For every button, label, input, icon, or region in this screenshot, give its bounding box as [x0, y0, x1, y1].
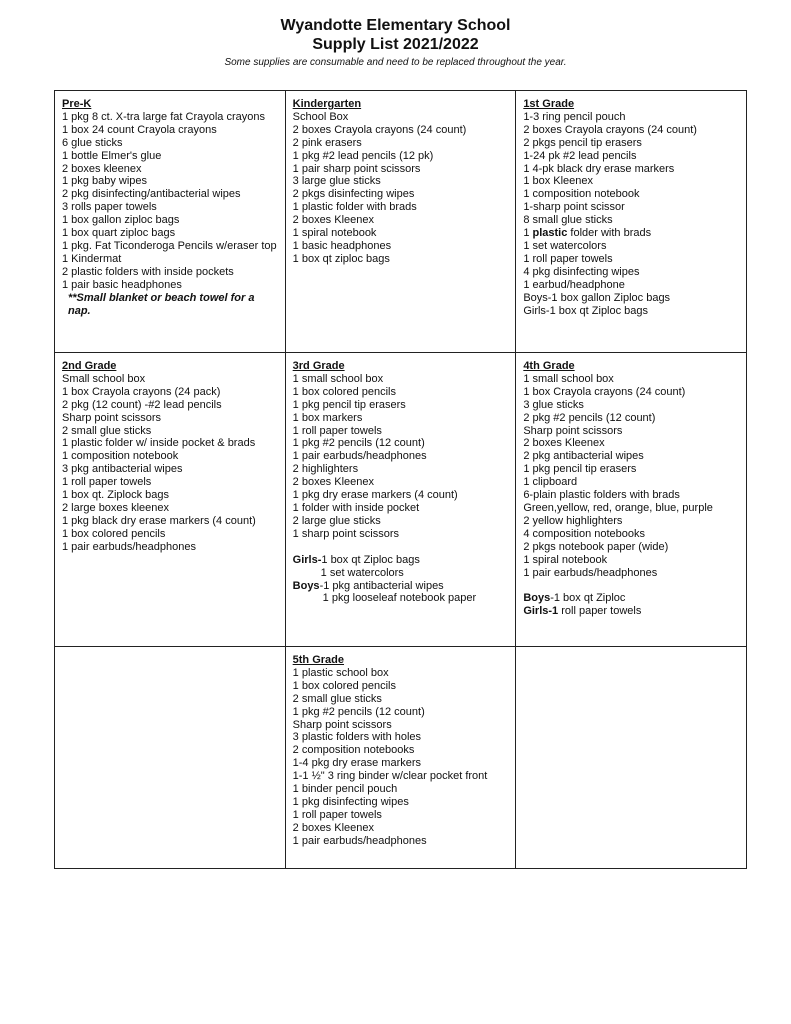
list-item: 2 pink erasers [292, 136, 362, 149]
list-item: 1-4 pkg dry erase markers [292, 757, 422, 770]
school-name: Wyandotte Elementary School [280, 17, 511, 34]
list-item: 2 pkg #2 pencils (12 count) [523, 411, 656, 424]
list-item: 1-3 ring pencil pouch [523, 110, 626, 123]
item-list-fifth [293, 667, 510, 848]
grade-title-third: 3rd Grade [292, 360, 345, 372]
list-item: 2 pkgs notebook paper (wide) [523, 540, 669, 553]
table-row [55, 91, 747, 353]
list-item: 2 small glue sticks [62, 424, 152, 437]
list-item: 1 pair earbuds/headphones [523, 566, 658, 579]
grade-title-fourth: 4th Grade [523, 360, 575, 372]
cell-third-grade [285, 353, 516, 647]
item-list-third [293, 373, 510, 541]
list-item: 2 boxes Kleenex [292, 821, 374, 834]
list-item: 2 boxes Crayola crayons (24 count) [523, 123, 697, 136]
list-item: 1 pkg pencil tip erasers [523, 463, 637, 476]
list-item: 1 roll paper towels [292, 424, 382, 437]
list-item: 2 pkgs disinfecting wipes [292, 188, 415, 201]
list-item: 1-sharp point scissor [523, 201, 625, 214]
girls-line-1 [293, 554, 510, 567]
girls-text: roll paper towels [558, 605, 642, 618]
list-item: 1 pkg disinfecting wipes [292, 795, 409, 808]
list-item: 1 roll paper towels [292, 808, 382, 821]
list-item: 4 pkg disinfecting wipes [523, 265, 640, 278]
supply-table [54, 90, 747, 869]
cell-fourth-grade [516, 353, 747, 647]
list-item: 1 box Crayola crayons (24 count) [523, 385, 686, 398]
list-item: 8 small glue sticks [523, 214, 613, 227]
list-item: 1-24 pk #2 lead pencils [523, 149, 637, 162]
list-item: 2 large boxes kleenex [62, 501, 170, 514]
list-item: 2 boxes Kleenex [292, 476, 374, 489]
folder-suffix: folder with brads [567, 227, 652, 240]
cell-prek [55, 91, 286, 353]
table-row [55, 647, 747, 869]
list-item [523, 227, 740, 240]
list-title: Supply List 2021/2022 [312, 36, 479, 53]
spacer [523, 579, 740, 592]
list-item: 2 boxes kleenex [62, 162, 142, 175]
list-item: 1 folder with inside pocket [292, 501, 420, 514]
boys-line-1 [293, 580, 510, 593]
list-item: 2 boxes Kleenex [292, 214, 374, 227]
list-item: 1 Kindermat [62, 252, 122, 265]
list-item: Sharp point scissors [62, 411, 162, 424]
list-item: 1 4-pk black dry erase markers [523, 162, 675, 175]
list-item: Small school box [62, 372, 146, 385]
list-item: 1 composition notebook [523, 188, 640, 201]
list-item: 3 pkg antibacterial wipes [62, 463, 183, 476]
list-item: 2 pkg (12 count) -#2 lead pencils [62, 398, 222, 411]
list-item: 1 box qt ziploc bags [292, 252, 390, 265]
list-item: 1 roll paper towels [62, 476, 152, 489]
list-item: 1 box 24 count Crayola crayons [62, 123, 217, 136]
girls-label: Girls-1 [523, 605, 559, 618]
list-item: 1 plastic school box [292, 666, 389, 679]
list-item: 1 pkg 8 ct. X-tra large fat Crayola crayons [62, 110, 265, 123]
girls-label: Girls- [292, 553, 322, 566]
list-item: 1 pkg pencil tip erasers [292, 398, 406, 411]
list-item: 3 large glue sticks [292, 175, 381, 188]
list-item: 1 plastic folder with brads [292, 201, 417, 214]
list-item: Sharp point scissors [523, 424, 623, 437]
item-list-second [62, 373, 279, 554]
girls-line [523, 605, 740, 618]
list-item: 1 spiral notebook [292, 227, 377, 240]
list-item: 1 pkg dry erase markers (4 count) [292, 489, 458, 502]
list-item: 2 composition notebooks [292, 744, 415, 757]
cell-fifth-grade [285, 647, 516, 869]
boys-label: Boys [292, 579, 320, 592]
list-item: 1 spiral notebook [523, 553, 608, 566]
list-item: 1 sharp point scissors [292, 527, 400, 540]
list-item: 1 small school box [292, 372, 384, 385]
cell-second-grade [55, 353, 286, 647]
list-item: 1 box colored pencils [292, 679, 396, 692]
list-item: 2 pkgs pencil tip erasers [523, 136, 642, 149]
item-list-prek [62, 111, 279, 292]
list-item: 2 pkg disinfecting/antibacterial wipes [62, 188, 241, 201]
list-item: 3 rolls paper towels [62, 201, 157, 214]
list-item: 1 pair sharp point scissors [292, 162, 421, 175]
list-item: 1 pair basic headphones [62, 278, 182, 291]
list-item: 1 set watercolors [523, 239, 607, 252]
list-item: Green,yellow, red, orange, blue, purple [523, 501, 713, 514]
list-item: 1 binder pencil pouch [292, 783, 398, 796]
list-item: 1 pkg baby wipes [62, 175, 147, 188]
item-list-kindergarten [293, 111, 510, 266]
subtitle-note: Some supplies are consumable and need to be replaced throughout the year. [224, 57, 567, 68]
list-item: 1 box Kleenex [523, 175, 594, 188]
girls-text: 1 box qt Ziploc bags [321, 553, 420, 566]
list-item: 1 small school box [523, 372, 614, 385]
list-item: 1 pkg black dry erase markers (4 count) [62, 514, 256, 527]
boys-line [523, 592, 740, 605]
list-item: 2 yellow highlighters [523, 514, 623, 527]
list-item: 1 clipboard [523, 476, 578, 489]
boys-label: Boys [523, 592, 551, 605]
grade-title-prek: Pre-K [62, 98, 92, 110]
list-item: Sharp point scissors [292, 718, 392, 731]
list-item: Girls-1 box qt Ziploc bags [523, 304, 649, 317]
list-item: 4 composition notebooks [523, 527, 645, 540]
grade-title-first: 1st Grade [523, 98, 575, 110]
list-item: 2 small glue sticks [292, 692, 382, 705]
list-item: 1 box colored pencils [62, 527, 166, 540]
document-header [0, 16, 791, 69]
list-item: 1 pkg #2 pencils (12 count) [292, 705, 425, 718]
item-list-first-a [523, 111, 740, 227]
item-list-first-b [523, 240, 740, 317]
cell-first-grade [516, 91, 747, 353]
list-item: 1 earbud/headphone [523, 278, 625, 291]
list-item: 3 plastic folders with holes [292, 731, 422, 744]
cell-empty-left [55, 647, 286, 869]
list-item: 1 box colored pencils [292, 385, 396, 398]
list-item: 1 box quart ziploc bags [62, 227, 176, 240]
list-item: 6-plain plastic folders with brads [523, 489, 680, 502]
prek-note: **Small blanket or beach towel for a nap. [68, 291, 255, 317]
list-item: 1 pkg #2 lead pencils (12 pk) [292, 149, 434, 162]
list-item: 1-1 ½" 3 ring binder w/clear pocket front [292, 770, 488, 783]
list-item: 1 roll paper towels [523, 252, 613, 265]
list-item: 2 plastic folders with inside pockets [62, 265, 234, 278]
list-item: 2 large glue sticks [292, 514, 381, 527]
list-item: 1 box gallon ziploc bags [62, 214, 180, 227]
list-item: 2 pkg antibacterial wipes [523, 450, 644, 463]
list-item: 6 glue sticks [62, 136, 123, 149]
girls-line-2: 1 set watercolors [320, 566, 404, 579]
folder-prefix: 1 [523, 227, 533, 240]
grade-title-fifth: 5th Grade [292, 654, 345, 666]
spacer [293, 541, 510, 554]
list-item: School Box [292, 110, 349, 123]
boys-line-2: 1 pkg looseleaf notebook paper [322, 592, 477, 605]
list-item: Boys-1 box gallon Ziploc bags [523, 291, 671, 304]
list-item: 3 glue sticks [523, 398, 584, 411]
list-item: 1 pair earbuds/headphones [292, 834, 427, 847]
grade-title-second: 2nd Grade [62, 360, 117, 372]
list-item: 2 highlighters [292, 463, 359, 476]
list-item: 1 pkg. Fat Ticonderoga Pencils w/eraser top [62, 239, 277, 252]
list-item: 1 box qt. Ziplock bags [62, 489, 170, 502]
item-list-fourth [523, 373, 740, 580]
list-item: 1 pair earbuds/headphones [62, 540, 196, 553]
boys-text: -1 pkg antibacterial wipes [319, 579, 444, 592]
list-item: 1 box markers [292, 411, 363, 424]
list-item: 2 boxes Crayola crayons (24 count) [292, 123, 467, 136]
list-item: 2 boxes Kleenex [523, 437, 605, 450]
list-item: 1 composition notebook [62, 450, 179, 463]
boys-text: -1 box qt Ziploc [550, 592, 626, 605]
table-row [55, 353, 747, 647]
list-item: 1 pkg #2 pencils (12 count) [292, 437, 425, 450]
cell-empty-right [516, 647, 747, 869]
list-item: 1 basic headphones [292, 239, 392, 252]
grade-title-kindergarten: Kindergarten [292, 98, 362, 110]
list-item: 1 plastic folder w/ inside pocket & brads [62, 437, 256, 450]
list-item: 1 box Crayola crayons (24 pack) [62, 385, 221, 398]
cell-kindergarten [285, 91, 516, 353]
folder-bold: plastic [532, 227, 568, 240]
list-item: 1 pair earbuds/headphones [292, 450, 427, 463]
list-item: 1 bottle Elmer's glue [62, 149, 162, 162]
